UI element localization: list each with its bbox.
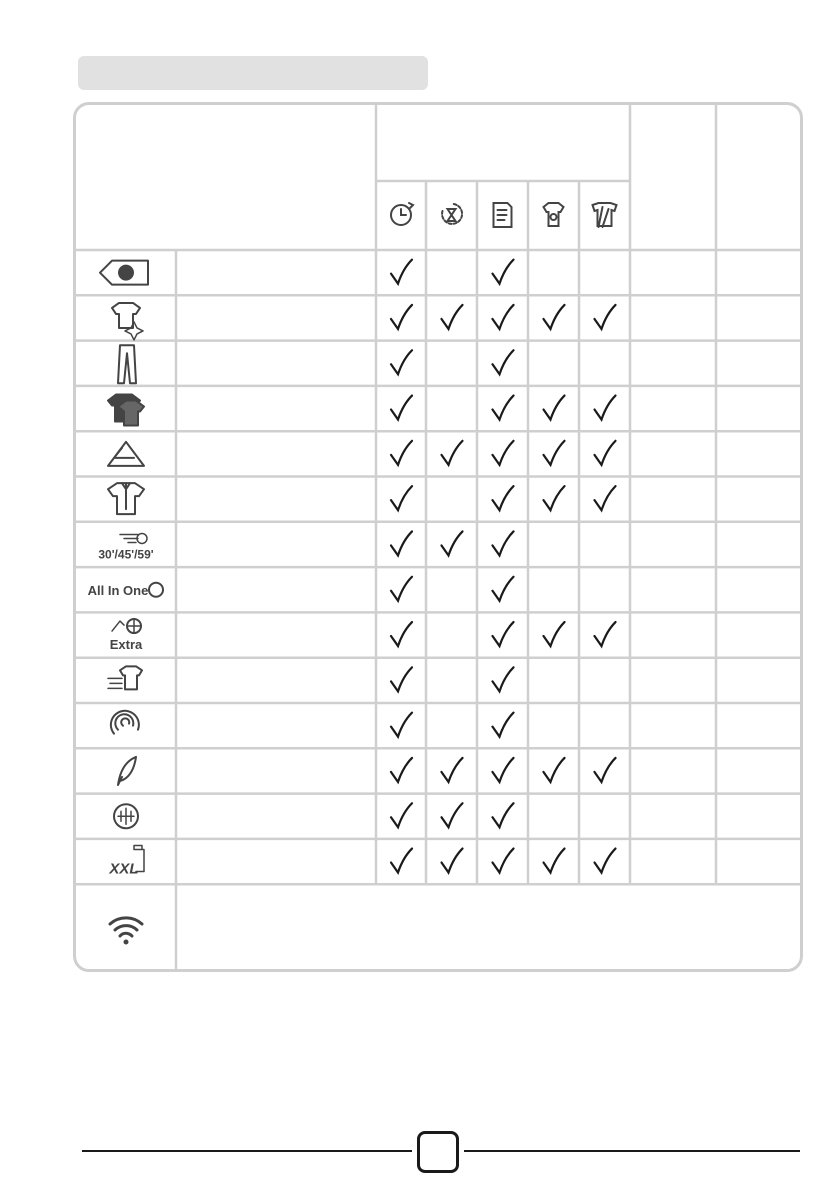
- table-border: [73, 102, 803, 972]
- footer-rule-left: [82, 1150, 412, 1152]
- rapid-label: 30'/45'/59': [98, 547, 154, 562]
- footer-rule-right: [464, 1150, 800, 1152]
- page-number-box: [417, 1131, 459, 1173]
- all-in-one-label: All In One: [87, 582, 149, 598]
- xxl-label: XXL: [109, 860, 139, 878]
- extra-label: Extra: [109, 637, 143, 653]
